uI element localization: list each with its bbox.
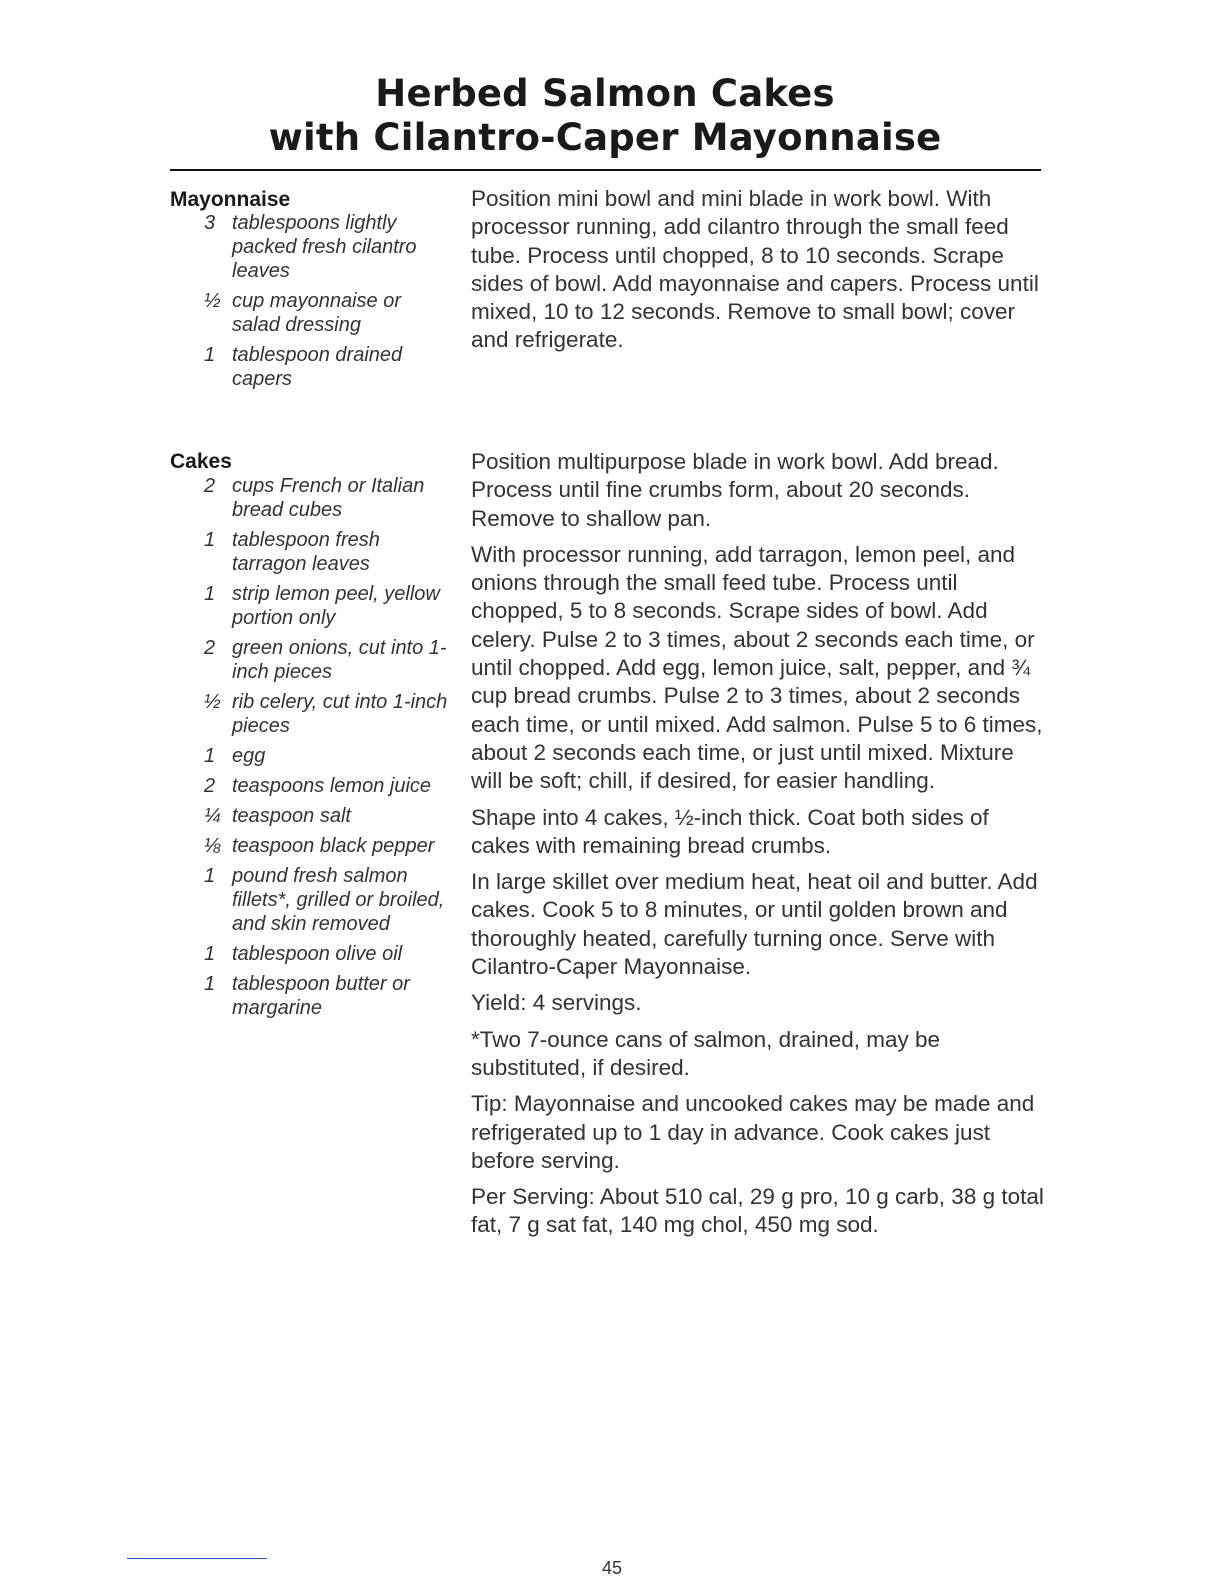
mayonnaise-directions — [471, 185, 1046, 363]
ingredient-text: tablespoons lightly packed fresh cilantro leaves — [232, 212, 417, 282]
ingredient-item — [200, 744, 450, 768]
direction-paragraph: In large skillet over medium heat, heat oil and butter. Add cakes. Cook 5 to 8 minutes, or until golden brown and thoroughly heated, carefully turning once. Serve with Cilantro-Caper Mayonnaise. — [471, 869, 1038, 980]
footnote-text: *Two 7-ounce cans of salmon, drained, may be substituted, if desired. — [471, 1026, 941, 1080]
direction-paragraph: Shape into 4 cakes, ½-inch thick. Coat both sides of cakes with remaining bread crumbs. — [471, 804, 989, 858]
ingredient-quantity: 2 — [204, 637, 216, 659]
ingredient-item — [200, 774, 450, 798]
ingredient-quantity: ¼ — [204, 805, 221, 827]
ingredient-text: tablespoon fresh tarragon leaves — [232, 529, 380, 575]
direction-paragraph: Position mini bowl and mini blade in work bowl. With processor running, add cilantro through the small feed tube. Process until chopped, 8 to 10 seconds. Scrape sides of bowl. Add mayonnaise and capers. Process until mixed, 10 to 12 seconds. Remove to small bowl; cover and refrigerate. — [471, 186, 1039, 353]
cakes-directions — [471, 448, 1046, 1248]
ingredient-item — [200, 474, 450, 522]
page-number: 45 — [601, 1558, 623, 1578]
ingredient-item — [200, 211, 450, 283]
ingredient-item — [200, 942, 450, 966]
mayonnaise-ingredient-list — [200, 211, 450, 397]
ingredient-quantity: 1 — [204, 745, 216, 767]
ingredient-item — [200, 690, 450, 738]
ingredient-text: strip lemon peel, yellow portion only — [232, 583, 440, 629]
recipe-title — [170, 72, 1040, 160]
ingredient-quantity: ½ — [204, 691, 221, 713]
ingredient-text: green onions, cut into 1-inch pieces — [232, 637, 447, 683]
title-divider — [170, 169, 1041, 171]
ingredient-item — [200, 972, 450, 1020]
cakes-heading: Cakes — [170, 450, 232, 473]
ingredient-item — [200, 582, 450, 630]
ingredient-item — [200, 636, 450, 684]
ingredient-quantity: 1 — [204, 973, 216, 995]
ingredient-item — [200, 804, 450, 828]
ingredient-quantity: 2 — [204, 475, 216, 497]
ingredient-text: pound fresh salmon fillets*, grilled or broiled, and skin removed — [232, 865, 445, 935]
ingredient-text: tablespoon butter or margarine — [232, 973, 410, 1019]
ingredient-quantity: 1 — [204, 943, 216, 965]
ingredient-item — [200, 528, 450, 576]
recipe-title-line-1: Herbed Salmon Cakes — [375, 72, 835, 115]
ingredient-text: teaspoon black pepper — [232, 835, 435, 857]
ingredient-text: teaspoons lemon juice — [232, 775, 432, 797]
ingredient-item — [200, 864, 450, 936]
ingredient-item — [200, 834, 450, 858]
ingredient-quantity: ½ — [204, 290, 221, 312]
ingredient-quantity: ⅛ — [204, 835, 221, 857]
ingredient-text: cup mayonnaise or salad dressing — [232, 290, 401, 336]
yield-text: Yield: 4 servings. — [471, 990, 642, 1016]
ingredient-quantity: 1 — [204, 344, 216, 366]
ingredient-item — [200, 343, 450, 391]
nutrition-text: Per Serving: About 510 cal, 29 g pro, 10 g carb, 38 g total fat, 7 g sat fat, 140 mg chol, 450 mg sod. — [471, 1184, 1044, 1238]
direction-paragraph: With processor running, add tarragon, lemon peel, and onions through the small feed tube. Process until chopped, 5 to 8 seconds. Scrape sides of bowl. Add celery. Pulse 2 to 3 times, about 2 seconds each time, or until chopped. Add egg, lemon juice, salt, pepper, and ¾ cup bread crumbs. Pulse 2 to 3 times, about 2 seconds each time, or until mixed. Add salmon. Pulse 5 to 6 times, about 2 seconds each time, or just until mixed. Mixture will be soft; chill, if desired, for easier handling. — [471, 541, 1043, 794]
ingredient-item — [200, 289, 450, 337]
ingredient-text: egg — [232, 745, 266, 767]
ingredient-text: rib celery, cut into 1-inch pieces — [232, 691, 448, 737]
ingredient-quantity: 3 — [204, 212, 216, 234]
ingredient-text: tablespoon drained capers — [232, 344, 403, 390]
direction-paragraph: Position multipurpose blade in work bowl. Add bread. Process until fine crumbs form, about 20 seconds. Remove to shallow pan. — [471, 449, 999, 531]
ingredient-text: cups French or Italian bread cubes — [232, 475, 425, 521]
ingredient-quantity: 1 — [204, 865, 216, 887]
ingredient-text: tablespoon olive oil — [232, 943, 403, 965]
tip-text: Tip: Mayonnaise and uncooked cakes may be made and refrigerated up to 1 day in advance. Cook cakes just before serving. — [471, 1091, 1035, 1173]
ingredient-quantity: 1 — [204, 529, 216, 551]
ingredient-quantity: 1 — [204, 583, 216, 605]
cakes-ingredient-list — [200, 474, 450, 1026]
ingredient-text: teaspoon salt — [232, 805, 351, 827]
ingredient-quantity: 2 — [204, 775, 216, 797]
mayonnaise-heading: Mayonnaise — [170, 188, 291, 211]
recipe-title-line-2: with Cilantro-Caper Mayonnaise — [268, 116, 942, 159]
